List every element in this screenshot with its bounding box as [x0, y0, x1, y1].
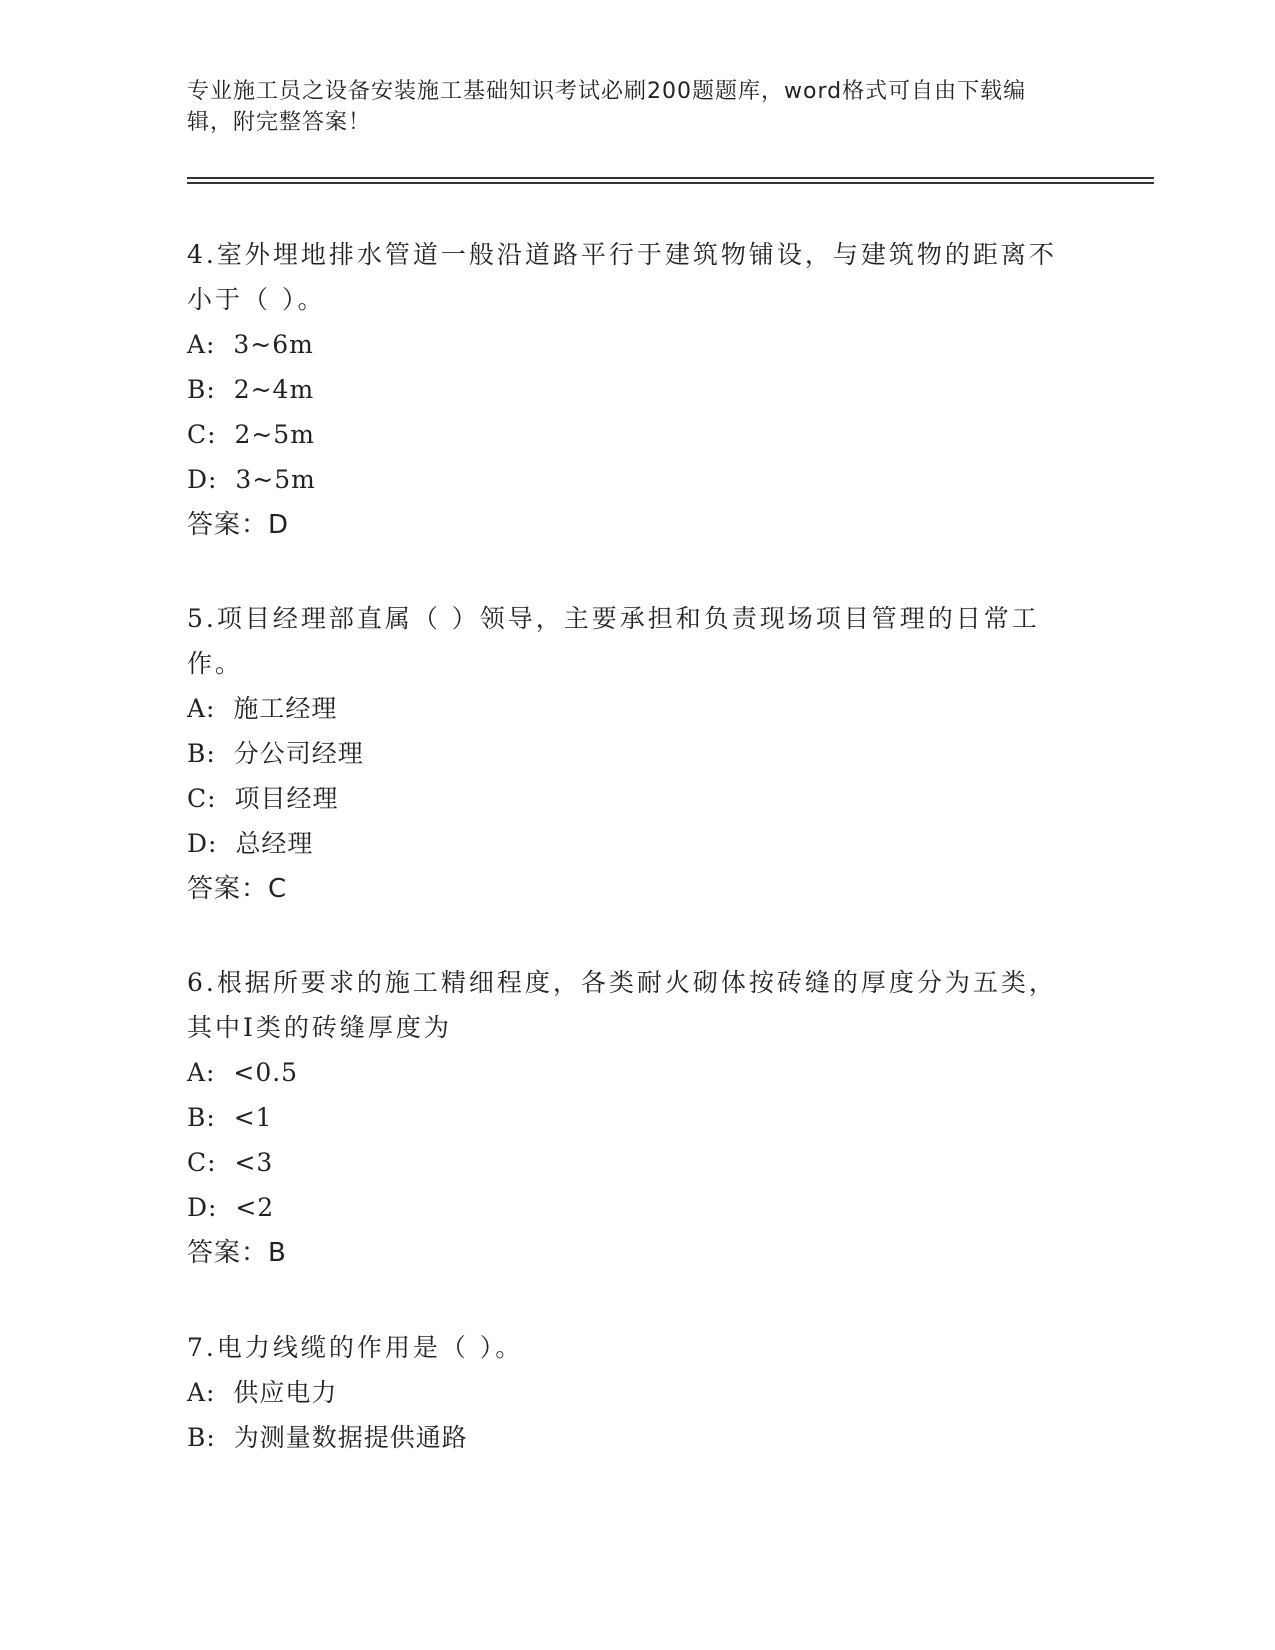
question-text: 5.项目经理部直属（ ）领导，主要承担和负责现场项目管理的日常工作。: [187, 604, 1040, 678]
option-b: B: 为测量数据提供通路: [187, 1423, 468, 1452]
option-d: D: 3~5m: [187, 465, 316, 494]
option-a: A: 3~6m: [187, 330, 314, 359]
option-c: C: 项目经理: [187, 784, 339, 813]
question-text: 6.根据所要求的施工精细程度，各类耐火砌体按砖缝的厚度分为五类，其中I类的砖缝厚度为: [187, 968, 1057, 1042]
option-b: B: <1: [187, 1103, 273, 1132]
answer-text: 答案：B: [187, 1238, 287, 1268]
answer-text: 答案：D: [187, 510, 290, 540]
option-a: A: 供应电力: [187, 1378, 338, 1407]
option-c: C: 2~5m: [187, 420, 315, 449]
option-a: A: <0.5: [187, 1058, 299, 1087]
question-5: [187, 596, 1067, 912]
answer-text: 答案：C: [187, 874, 288, 904]
question-text: 4.室外埋地排水管道一般沿道路平行于建筑物铺设，与建筑物的距离不小于（ ）。: [187, 240, 1057, 314]
header-divider-bottom: [187, 182, 1154, 184]
option-a: A: 施工经理: [187, 694, 338, 723]
option-b: B: 2~4m: [187, 375, 315, 404]
question-4: [187, 232, 1067, 548]
question-7: [187, 1325, 1067, 1460]
question-text: 7.电力线缆的作用是（ ）。: [187, 1333, 524, 1362]
option-d: D: 总经理: [187, 829, 314, 858]
document-header: 专业施工员之设备安装施工基础知识考试必刷200题题库，word格式可自由下载编辑，附完整答案！: [187, 79, 1027, 135]
option-c: C: <3: [187, 1148, 274, 1177]
question-6: [187, 960, 1067, 1276]
option-b: B: 分公司经理: [187, 739, 364, 768]
header-divider-top: [187, 177, 1154, 179]
option-d: D: <2: [187, 1193, 275, 1222]
